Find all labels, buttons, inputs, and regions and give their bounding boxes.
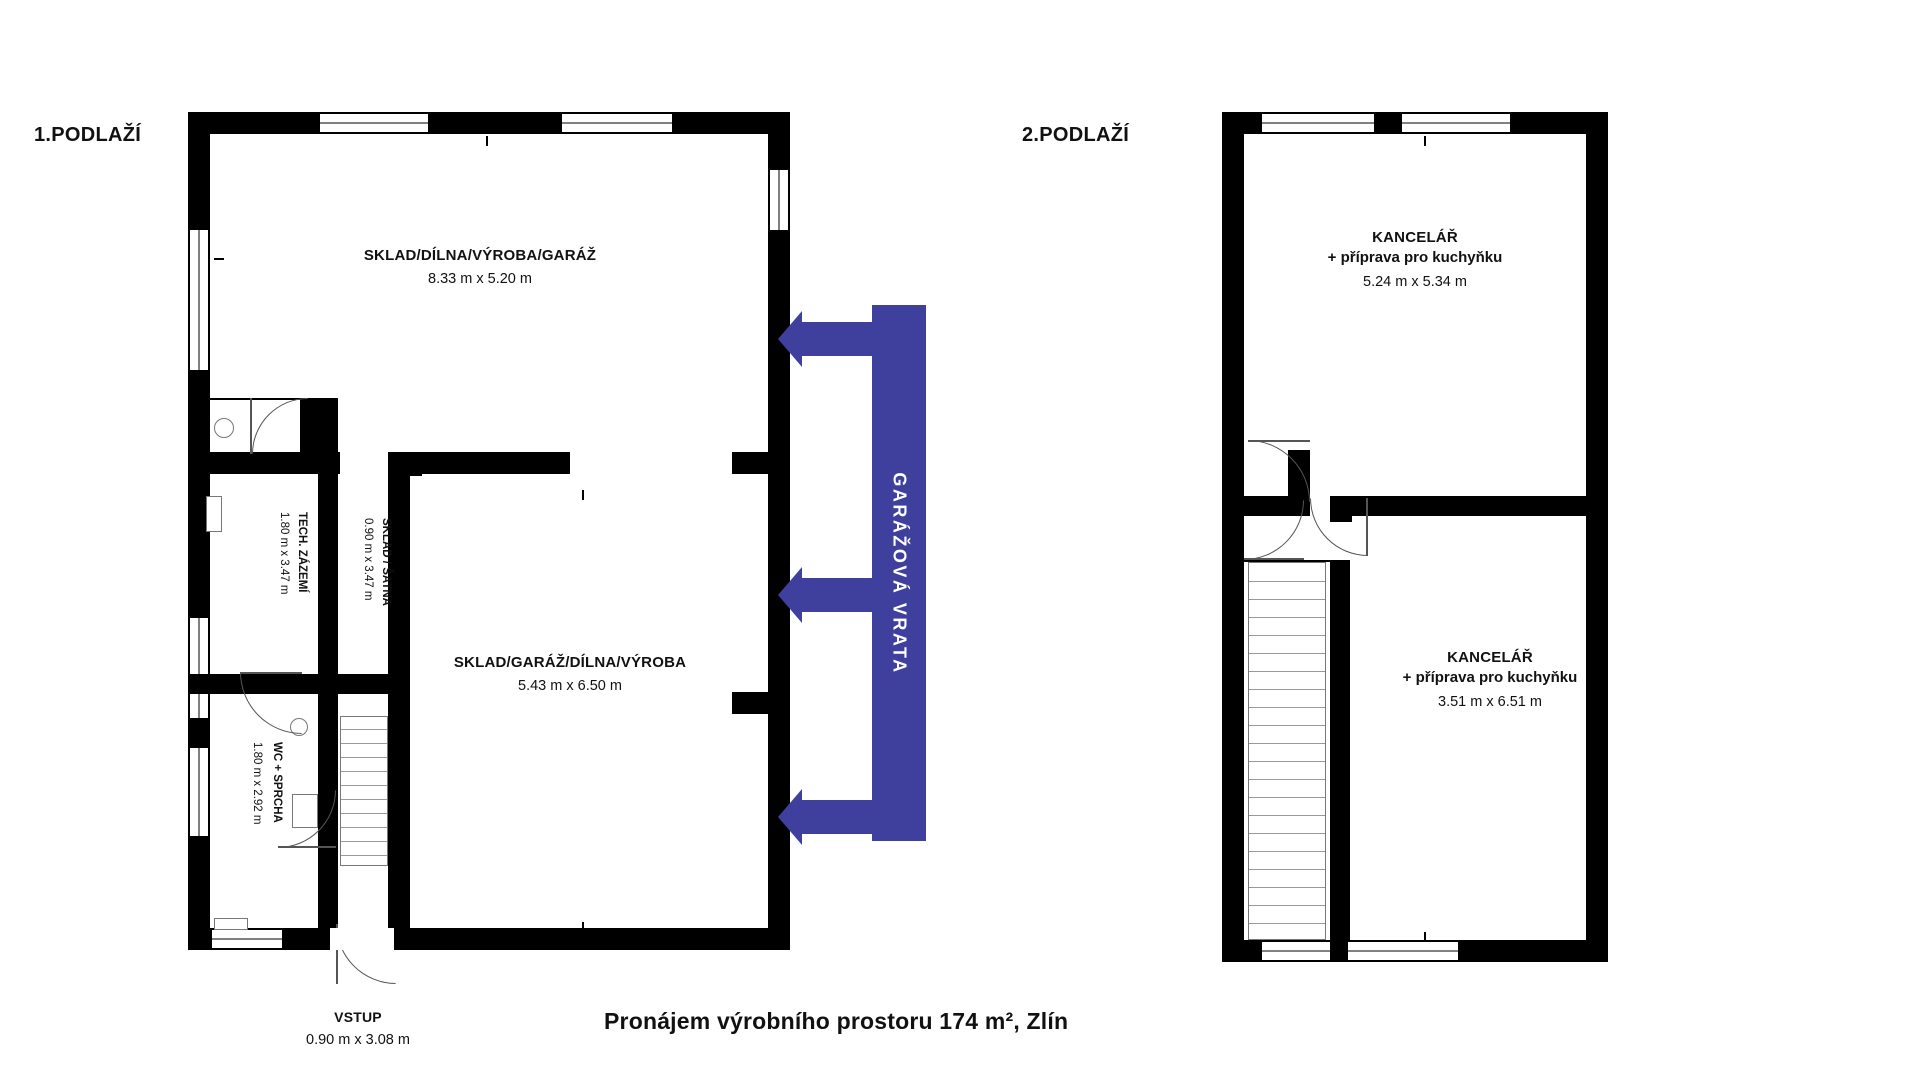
floor-1-title: 1.PODLAŽÍ [34, 124, 142, 146]
door-entrance-gap [330, 928, 394, 950]
wall-right-f2 [1586, 112, 1608, 962]
room-dim-sklad-satna: 0.90 m x 3.47 m [362, 518, 374, 601]
room-label-kancelar-1: KANCELÁŘ + příprava pro kuchyňku 5.24 m x 5.34 m [1327, 229, 1503, 290]
room-label-sklad-satna: SKLAD / ŠATNA [380, 518, 392, 606]
door-office-bottom-leaf [1366, 498, 1368, 556]
window-top-left-f1 [320, 112, 428, 134]
sink-icon [214, 418, 234, 438]
room-label-kancelar-2: KANCELÁŘ + příprava pro kuchyňku 3.51 m x 6.51 m [1402, 649, 1578, 710]
window-right-upper-f1 [768, 170, 790, 230]
door-anteroom-arc [252, 398, 308, 454]
door-wc-leaf [240, 672, 302, 674]
wall-anteroom-top-f1 [210, 398, 302, 400]
wall-interior-v1-f1 [318, 452, 338, 696]
staircase-f1 [340, 716, 388, 866]
wall-anteroom-left-f1 [188, 398, 210, 454]
window-left-bottom-f1 [188, 748, 210, 836]
door-anteroom-leaf [250, 398, 252, 454]
wall-interior-v1-f2 [1330, 560, 1350, 940]
step-icon [214, 918, 248, 930]
room-label-vstup: VSTUP 0.90 m x 3.08 m [306, 1009, 410, 1048]
window-left-lower-f1 [188, 618, 210, 718]
room-dim-tech-zazemi: 1.80 m x 3.47 m [278, 512, 290, 595]
wall-right-pier-1-f1 [732, 452, 790, 474]
staircase-f2 [1248, 562, 1326, 940]
wall-interior-h2-f1 [400, 452, 570, 474]
door-landing-leaf [1244, 558, 1304, 560]
radiator-icon [206, 496, 222, 532]
wall-left-f2 [1222, 112, 1244, 962]
window-top-left-f2 [1262, 112, 1374, 134]
window-bottom-f1 [212, 928, 282, 950]
wall-top-f1 [188, 112, 790, 134]
door-entry-inner-leaf [278, 846, 336, 848]
door-wc-arc [240, 672, 302, 734]
room-label-wc-sprcha: WC + SPRCHA [271, 742, 283, 823]
window-top-right-f2 [1402, 112, 1510, 134]
plan-caption: Pronájem výrobního prostoru 174 m², Zlín [604, 1008, 1069, 1034]
door-landing-arc [1244, 500, 1304, 560]
floor-2-title: 2.PODLAŽÍ [1022, 124, 1130, 146]
room-label-sklad-garaz: SKLAD/GARÁŽ/DÍLNA/VÝROBA 5.43 m x 6.50 m [453, 654, 687, 695]
room-label-sklad-dilna: SKLAD/DÍLNA/VÝROBA/GARÁŽ 8.33 m x 5.20 m [363, 247, 597, 288]
room-label-tech-zazemi: TECH. ZÁZEMÍ [296, 512, 308, 593]
garage-gate-band: GARÁŽOVÁ VRATA [872, 305, 926, 841]
wall-interior-h1-f2 [1344, 496, 1608, 516]
window-top-right-f1 [562, 112, 672, 134]
window-bottom-left-f2 [1262, 940, 1330, 962]
window-bottom-f2 [1348, 940, 1458, 962]
door-office-bottom-arc [1310, 498, 1368, 556]
wall-interior-v3-f1 [388, 660, 410, 950]
door-office-top-leaf [1248, 440, 1310, 442]
room-dim-wc-sprcha: 1.80 m x 2.92 m [251, 742, 263, 825]
window-left-upper-f1 [188, 230, 210, 370]
